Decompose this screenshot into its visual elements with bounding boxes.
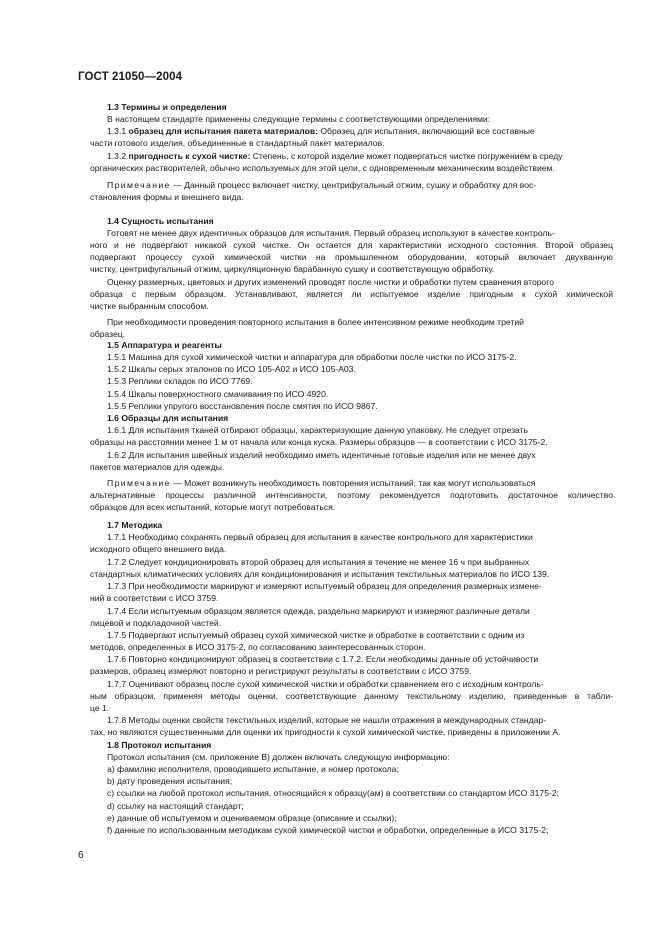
line-text: с) ссылки на любой протокол испытания, относящийся к образцу(ам) в соответствии со стандартом ИСО 3175-2; <box>107 788 560 798</box>
text-line <box>90 252 613 263</box>
line-text: стандартных климатических условиях для кондиционирования и испытания текстильных материалов по ИСО 139. <box>90 569 550 579</box>
text-line <box>107 180 536 191</box>
line-text: 1.7.5 Подвергают испытуемый образец сухой химической чистке и обработке в соответствии с одним из <box>107 630 525 640</box>
text-line <box>90 593 613 604</box>
line-text: Оценку размерных, цветовых и других изменений проводят после чистки и обработки путем сравнения второго <box>107 277 555 287</box>
text-line <box>107 277 554 288</box>
line-text: f) данные по использованным методикам сухой химической чистки и обработки, определенные в ИСО 3175-2; <box>107 825 549 835</box>
line-pre: 1.3.2 <box>107 151 129 161</box>
line-text: 1.5.1 Машина для сухой химической чистки и аппаратура для обработки после чистки по ИСО 3175-2. <box>107 352 517 362</box>
line-text: 1.7 Методика <box>107 520 163 530</box>
text-line <box>107 825 548 836</box>
text-line <box>90 240 613 251</box>
text-line <box>107 425 528 436</box>
line-text: При необходимости проведения повторного испытания в более интенсивном режиме необходим третий <box>107 317 524 327</box>
text-line <box>107 364 356 375</box>
line-post: — Может возникнуть необходимость повторения испытаний, так как могут использоваться <box>170 478 536 488</box>
text-line <box>90 163 613 174</box>
text-line <box>107 606 530 617</box>
text-line <box>90 691 613 702</box>
line-text: образцы на расстоянии менее 1 м от начала или конца куска. Размеры образцов — в соответствии с ИСО 3175-2. <box>90 437 548 447</box>
line-text: 1.8 Протокол испытания <box>107 740 212 750</box>
document-header: ГОСТ 21050—2004 <box>78 71 183 83</box>
line-text: e) данные об испытуемом и оцениваемом образце (описание и ссылки); <box>107 813 397 823</box>
line-text: чистке выбранным способом. <box>90 301 209 311</box>
text-line <box>90 490 613 501</box>
text-line <box>107 352 517 363</box>
text-line <box>107 114 490 125</box>
text-line <box>107 216 214 227</box>
text-line <box>90 703 613 714</box>
line-text: 1.5.4 Шкалы поверхностного смачивания по ИСО 4920. <box>107 389 329 399</box>
line-text: d) ссылку на настоящий стандарт; <box>107 801 244 811</box>
text-line <box>107 813 397 824</box>
text-line <box>90 544 613 555</box>
line-text: становления формы и внешнего вида. <box>90 192 244 202</box>
text-line <box>107 102 227 113</box>
text-line <box>107 788 559 799</box>
line-spaced: Примечание <box>107 478 171 488</box>
line-text: методов, определенных в ИСО 3175-2, по согласованию заинтересованных сторон. <box>90 642 426 652</box>
line-text: образец. <box>90 329 126 339</box>
text-line <box>90 462 613 473</box>
text-line <box>107 389 328 400</box>
line-text: пакетов материалов для одежды. <box>90 462 225 472</box>
text-line <box>107 776 232 787</box>
line-spaced: Примечание <box>107 180 171 190</box>
line-pre: 1.3.1 <box>107 126 129 136</box>
line-text: 1.5.3 Реплики складок по ИСО 7769. <box>107 376 253 386</box>
text-line <box>107 532 533 543</box>
text-line <box>107 752 449 763</box>
text-line <box>107 679 544 690</box>
line-text: части готового изделия, объединенные в стандартный пакет материалов. <box>90 138 385 148</box>
text-line <box>107 801 244 812</box>
text-line <box>90 502 613 513</box>
line-text: размеров, образец измеряют повторно и регистрируют результаты в соответствии с ИСО 3759. <box>90 666 472 676</box>
page-number: 6 <box>78 850 84 861</box>
line-post: Образец для испытания, включающий все составные <box>317 126 535 136</box>
text-line <box>90 301 613 312</box>
line-post: Степень, с которой изделие может подвергаться чистке погружением в среду <box>250 151 563 161</box>
text-line <box>90 289 613 300</box>
line-text: 1.7.6 Повторно кондиционируют образец в соответствии с 1.7.2. Если необходимы данные об устойчивости <box>107 654 539 664</box>
line-text: образца с первым образцом. Устанавливают, является ли испытуемое изделие пригодным к сухой химической <box>90 289 613 299</box>
text-line <box>90 727 613 738</box>
line-bold: пригодность к сухой чистке: <box>128 151 251 161</box>
line-text: b) дату проведения испытания; <box>107 776 233 786</box>
line-text: чистку, центрифугальный отжим, циркуляционную барабанную сушку и соответствующую обработку. <box>90 264 495 274</box>
text-line <box>107 376 253 387</box>
text-line <box>107 413 228 424</box>
line-text: ний в соответствии с ИСО 3759. <box>90 593 219 603</box>
text-line <box>107 764 399 775</box>
text-line <box>90 569 613 580</box>
line-text: 1.5.2 Шкалы серых эталонов по ИСО 105-А02 и ИСО 105-А03. <box>107 364 356 374</box>
line-text: 1.6.2 Для испытания швейных изделий необходимо иметь идентичные готовые изделия или не менее двух <box>107 450 536 460</box>
line-text: 1.7.8 Методы оценки свойств текстильных изделий, которые не нашли отражения в международных стандар- <box>107 715 547 725</box>
line-text: Протокол испытания (см. приложение В) должен включать следующую информацию: <box>107 752 450 762</box>
text-line <box>90 192 613 203</box>
line-text: образцов для всех испытаний, которые могут потребоваться. <box>90 502 336 512</box>
line-text: 1.5.5 Реплики упругого восстановления после смятия по ИСО 9867. <box>107 401 378 411</box>
line-text: ным образцом, применяя методы оценки, соответствующие данному текстильному изделию, приведенные в табли- <box>90 691 613 701</box>
text-line <box>107 450 536 461</box>
line-bold: образец для испытания пакета материалов: <box>128 126 318 136</box>
text-line <box>107 654 538 665</box>
text-line <box>90 264 613 275</box>
line-text: Готовят не менее двух идентичных образцов для испытания. Первый образец используют в качестве контроль- <box>107 228 555 238</box>
line-text: альтернативные процессы различной интенсивности, поэтому рекомендуется подготовить достаточное количество <box>90 490 613 500</box>
text-line <box>107 478 535 489</box>
line-text: исходного общего внешнего вида. <box>90 544 227 554</box>
line-text: а) фамилию исполнителя, проводившего испытание, и номер протокола; <box>107 764 399 774</box>
line-text: 1.7.4 Если испытуемым образцом является одежда, раздельно маркируют и измеряют различные детали <box>107 606 530 616</box>
text-line <box>107 740 211 751</box>
text-line <box>90 618 613 629</box>
text-line <box>90 329 613 340</box>
text-line <box>107 126 535 137</box>
text-line <box>107 557 529 568</box>
line-post: — Данный процесс включает чистку, центрифугальный отжим, сушку и обработку для вос- <box>170 180 537 190</box>
text-line <box>107 630 524 641</box>
line-text: органических растворителей, обычно используемых для этой цели, с одновременным механическим воздействием. <box>90 163 555 173</box>
text-line <box>107 581 542 592</box>
line-text: 1.3 Термины и определения <box>107 102 227 112</box>
line-text: 1.6.1 Для испытания тканей отбирают образцы, характеризующие данную упаковку. Не следует отрезать <box>107 425 529 435</box>
text-line <box>107 228 555 239</box>
text-line <box>107 317 524 328</box>
text-line <box>90 138 613 149</box>
line-text: тах, но являются существенными для оценки их пригодности к сухой химической чистке, приведены в приложении А. <box>90 727 561 737</box>
text-line <box>90 437 613 448</box>
line-text: подвергают процессу сухой химической чистки на промышленном оборудовании, который включает двухванную <box>90 252 613 262</box>
text-line <box>107 151 563 162</box>
text-line <box>107 520 162 531</box>
line-text: 1.5 Аппаратура и реагенты <box>107 340 222 350</box>
line-text: 1.7.2 Следует кондиционировать второй образец для испытания в течение не менее 16 ч при выбранных <box>107 557 530 567</box>
line-text: 1.7.3 При необходимости маркируют и измеряют испытуемый образец для определения размерных измене- <box>107 581 542 591</box>
line-text: ного и не подвергают никакой сухой чистке. Он остается для характеристики исходного состояния. Второй образец <box>90 240 613 250</box>
line-text: 1.7.7 Оценивают образец после сухой химической чистки и обработки сравнением его с исходным контроль- <box>107 679 544 689</box>
text-line <box>107 715 546 726</box>
line-text: це 1. <box>90 703 110 713</box>
line-text: 1.7.1 Необходимо сохранять первый образец для испытания в качестве контрольного для характеристики <box>107 532 533 542</box>
line-text: 1.6 Образцы для испытания <box>107 413 229 423</box>
line-text: 1.4 Сущность испытания <box>107 216 214 226</box>
text-line <box>107 340 222 351</box>
text-line <box>107 401 378 412</box>
text-line <box>90 666 613 677</box>
line-text: лицевой и подкладочной частей. <box>90 618 222 628</box>
line-text: В настоящем стандарте применены следующие термины с соответствующими определениями: <box>107 114 491 124</box>
text-line <box>90 642 613 653</box>
